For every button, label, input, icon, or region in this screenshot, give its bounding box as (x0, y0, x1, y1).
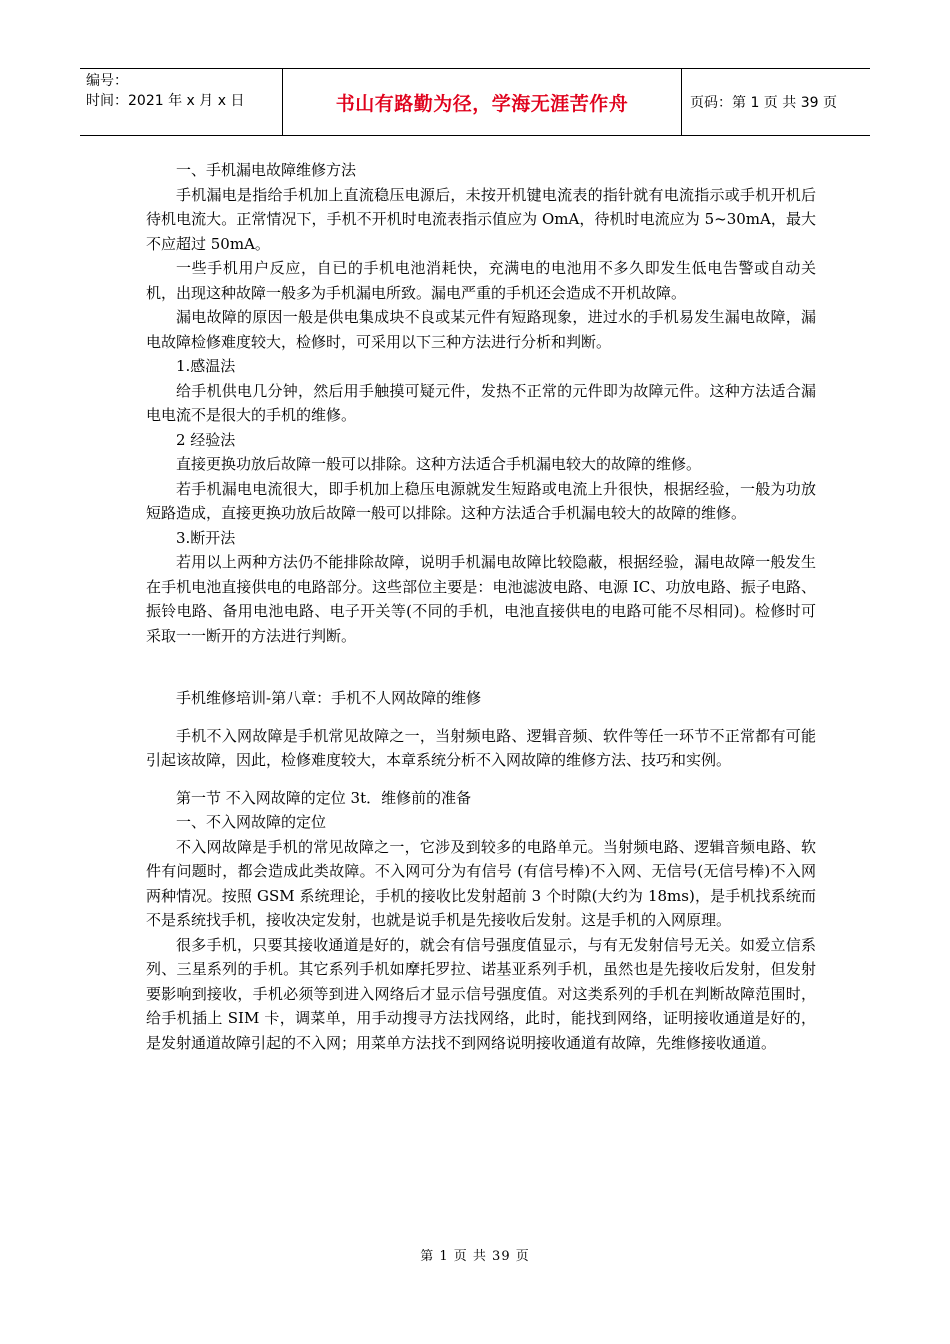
paragraph: 很多手机，只要其接收通道是好的，就会有信号强度值显示，与有无发射信号无关。如爱立信系列、三星系列的手机。其它系列手机如摩托罗拉、诺基亚系列手机，虽然也是先接收后发射，但发射要影响到接收，手机必须等到进入网络后才显示信号强度值。对这类系列的手机在判断故障范围时，给手机插上 SIM 卡，调菜单，用手动搜寻方法找网络，此时，能找到网络，证明接收通道是好的，是发射通道故障引起的不入网；用菜单方法找不到网络说明接收通道有故障，先维修接收通道。 (146, 935, 816, 1052)
paragraph: 手机不入网故障是手机常见故障之一，当射频电路、逻辑音频、软件等任一环节不正常都有可能引起该故障，因此，检修难度较大，本章系统分析不入网故障的维修方法、技巧和实例。 (146, 726, 816, 769)
header-table (80, 68, 870, 136)
section-heading: 一、不入网故障的定位 (176, 813, 327, 831)
paragraph: 手机漏电是指给手机加上直流稳压电源后，未按开机键电流表的指针就有电流指示或手机开机后待机电流大。正常情况下，手机不开机时电流表指示值应为 OmA，待机时电流应为 5~30mA，最大不应超过 50mA。 (146, 185, 816, 253)
method-heading: 3.断开法 (176, 528, 236, 547)
paragraph: 漏电故障的原因一般是供电集成块不良或某元件有短路现象，进过水的手机易发生漏电故障，漏电故障检修难度较大，检修时，可采用以下三种方法进行分析和判断。 (146, 308, 816, 351)
document-time-label: 时间：2021 年 x 月 x 日 (86, 93, 245, 109)
paragraph: 若用以上两种方法仍不能排除故障，说明手机漏电故障比较隐蔽，根据经验，漏电故障一般发生在手机电池直接供电的电路部分。这些部位主要是：电池滤波电路、电源 IC、功放电路、振子电路、振铃电路、备用电池电路、电子开关等(不同的手机，电池直接供电的电路可能不尽相同)。检修时可采取一一断开的方法进行判断。 (146, 553, 816, 645)
header-meta-cell (80, 69, 283, 135)
paragraph: 给手机供电几分钟，然后用手触摸可疑元件，发热不正常的元件即为故障元件。这种方法适合漏电电流不是很大的手机的维修。 (146, 381, 816, 424)
document-body (146, 158, 816, 1055)
paragraph: 直接更换功放后故障一般可以排除。这种方法适合手机漏电较大的故障的维修。 (176, 455, 702, 473)
method-heading: 1.感温法 (176, 357, 236, 375)
page-footer: 第 1 页 共 39 页 (420, 1249, 530, 1264)
header-page-info: 页码：第 1 页 共 39 页 (690, 95, 837, 111)
header-motto: 书山有路勤为径，学海无涯苦作舟 (283, 69, 682, 135)
section-heading: 一、手机漏电故障维修方法 (176, 161, 357, 179)
section-title: 第一节 不入网故障的定位 3t．维修前的准备 (176, 788, 472, 807)
paragraph: 若手机漏电电流很大，即手机加上稳压电源就发生短路或电流上升很快，根据经验，一般为功放短路造成，直接更换功放后故障一般可以排除。这种方法适合手机漏电较大的故障的维修。 (146, 479, 816, 522)
paragraph: 一些手机用户反应，自已的手机电池消耗快，充满电的电池用不多久即发生低电告警或自动关机，出现这种故障一般多为手机漏电所致。漏电严重的手机还会造成不开机故障。 (146, 259, 816, 302)
paragraph: 不入网故障是手机的常见故障之一，它涉及到较多的电路单元。当射频电路、逻辑音频电路、软件有问题时，都会造成此类故障。不入网可分为有信号 (有信号棒)不入网、无信号(无信号棒)不入网两种情况。按照 GSM 系统理论，手机的接收比发射超前 3 个时隙(大约为 18ms)，是手机找系统而不是系统找手机，接收决定发射，也就是说手机是先接收后发射。这是手机的入网原理。 (146, 837, 816, 929)
method-heading: 2 经验法 (176, 430, 236, 449)
document-code-label: 编号： (86, 73, 128, 89)
chapter-title: 手机维修培训-第八章：手机不人网故障的维修 (176, 689, 482, 707)
